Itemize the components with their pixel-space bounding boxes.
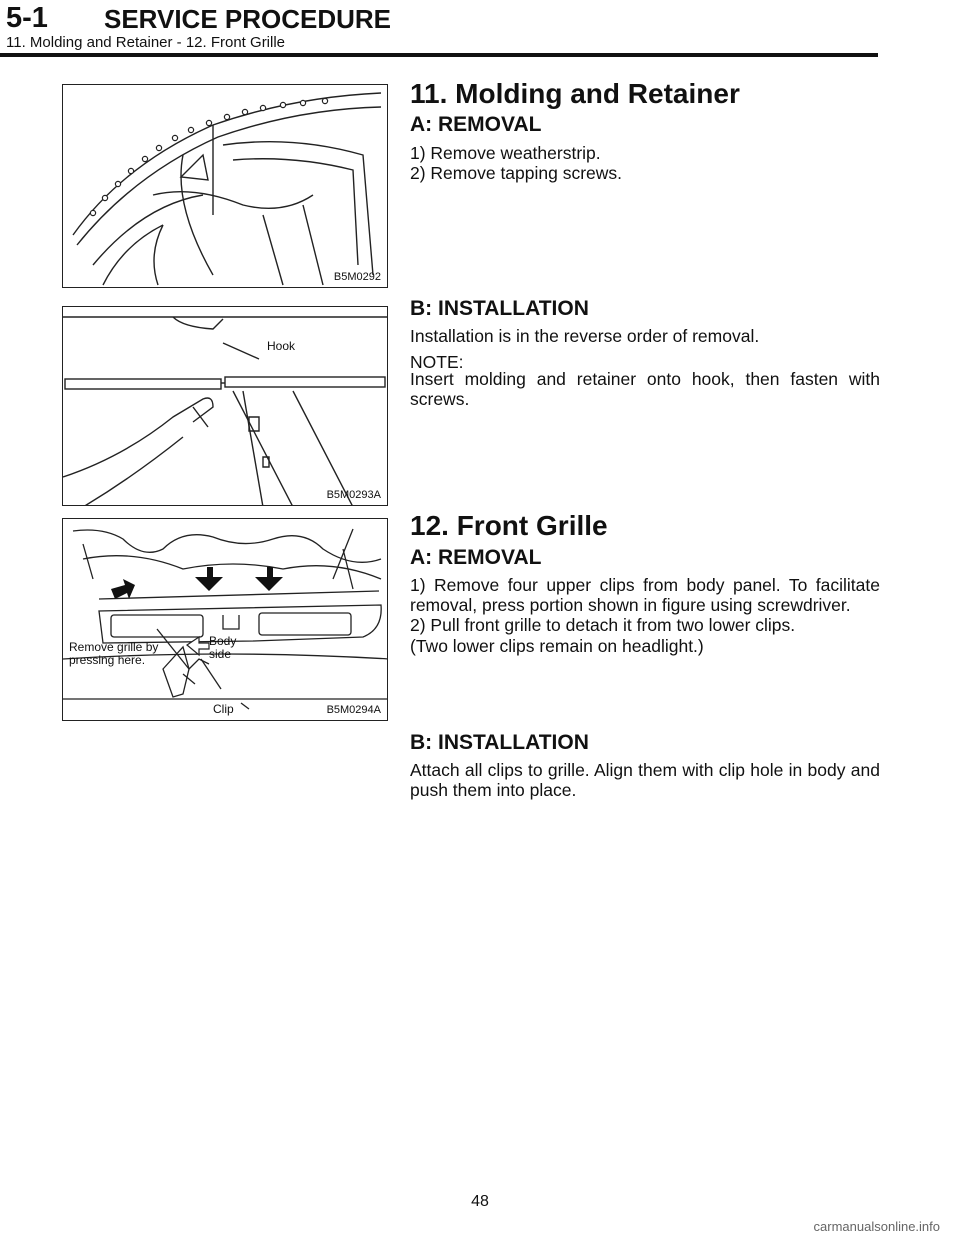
footer-watermark: carmanualsonline.info [813, 1219, 940, 1234]
note-text: Insert molding and retainer onto hook, then fasten with screws. [410, 369, 880, 409]
section-12-installation-heading: B: INSTALLATION [410, 731, 589, 754]
label-hook: Hook [267, 339, 296, 353]
label-clip: Clip [213, 702, 234, 716]
note-label: NOTE: [410, 352, 464, 372]
section-12-removal-step-2: 2) Pull front grille to detach it from two lower clips. [410, 615, 796, 635]
section-11-installation-heading: B: INSTALLATION [410, 297, 589, 320]
figure-grille-removal [62, 518, 388, 721]
figure-molding-installation [62, 306, 388, 506]
section-12-removal-step-1: 1) Remove four upper clips from body panel. To facilitate removal, press portion shown in figure using screwdriver. [410, 575, 880, 615]
grille-illustration [63, 519, 388, 721]
figure-id: B5M0294A [326, 704, 381, 716]
figure-id: B5M0293A [326, 489, 381, 501]
section-11-removal-step-2: 2) Remove tapping screws. [410, 163, 623, 183]
figure-molding-removal [62, 84, 388, 288]
label-body-side: Body side [209, 634, 237, 661]
page-subtitle: 11. Molding and Retainer - 12. Front Grille [6, 34, 286, 51]
page-number: 48 [471, 1193, 489, 1210]
hook-illustration [63, 307, 388, 506]
section-12-heading: 12. Front Grille [410, 510, 608, 541]
section-11-heading: 11. Molding and Retainer [410, 78, 740, 109]
section-11-removal-heading: A: REMOVAL [410, 113, 542, 136]
header-rule [0, 53, 878, 57]
section-11-installation-text: Installation is in the reverse order of removal. [410, 326, 760, 346]
section-number: 5-1 [6, 2, 48, 34]
section-12-removal-heading: A: REMOVAL [410, 546, 542, 569]
molding-illustration [63, 85, 388, 288]
section-12-installation-text: Attach all clips to grille. Align them with clip hole in body and push them into place. [410, 760, 880, 800]
figure-id: B5M0292 [333, 271, 381, 283]
section-11-removal-step-1: 1) Remove weatherstrip. [410, 143, 601, 163]
label-remove-grille: Remove grille by pressing here. [69, 640, 159, 667]
section-12-removal-note: (Two lower clips remain on headlight.) [410, 636, 704, 656]
page-title: SERVICE PROCEDURE [104, 4, 392, 34]
